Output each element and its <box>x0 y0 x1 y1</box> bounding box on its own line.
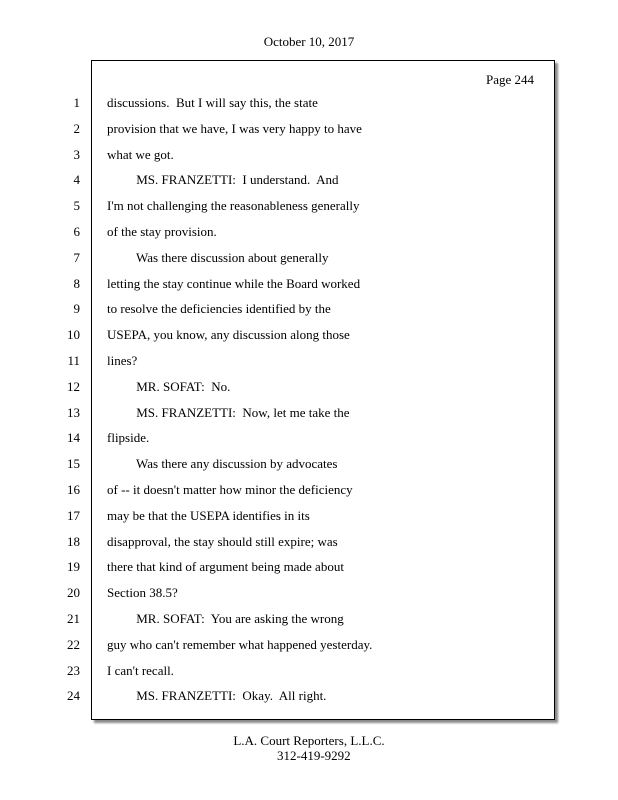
line-text: MS. FRANZETTI: Okay. All right. <box>107 688 327 704</box>
transcript-line <box>0 250 618 268</box>
line-number: 17 <box>67 507 80 523</box>
line-text: Section 38.5? <box>107 585 178 601</box>
line-number: 6 <box>73 224 80 239</box>
line-number: 8 <box>73 275 80 291</box>
line-text: guy who can't remember what happened yesterday. <box>107 636 373 652</box>
transcript-line <box>0 224 618 242</box>
line-text: MR. SOFAT: You are asking the wrong <box>107 611 344 626</box>
line-text: I'm not challenging the reasonableness generally <box>107 198 360 214</box>
line-number: 18 <box>67 533 80 549</box>
transcript-line <box>0 430 618 448</box>
transcript-line <box>0 482 618 500</box>
line-number: 10 <box>67 327 80 343</box>
transcript-line <box>0 456 618 474</box>
transcript-line <box>0 121 618 139</box>
line-number: 21 <box>67 611 80 626</box>
transcript-line <box>0 534 618 552</box>
transcript-line <box>0 353 618 371</box>
transcript-line <box>0 301 618 319</box>
line-text: discussions. But I will say this, the state <box>107 95 318 110</box>
line-text: there that kind of argument being made about <box>107 559 344 575</box>
line-text: of -- it doesn't matter how minor the deficiency <box>107 482 353 497</box>
line-text: Was there discussion about generally <box>107 249 329 265</box>
transcript-line <box>0 147 618 165</box>
line-number: 12 <box>67 378 80 394</box>
line-text: MS. FRANZETTI: Now, let me take the <box>107 404 350 420</box>
line-number: 4 <box>73 172 80 188</box>
line-number: 23 <box>67 662 80 678</box>
transcript-line <box>0 95 618 113</box>
line-text: lines? <box>107 353 138 368</box>
line-text: MR. SOFAT: No. <box>107 378 231 394</box>
line-number: 2 <box>73 120 80 136</box>
footer-company: L.A. Court Reporters, L.L.C. <box>233 733 385 748</box>
line-number: 11 <box>67 353 80 368</box>
line-number: 22 <box>67 636 80 652</box>
line-text: flipside. <box>107 430 150 446</box>
transcript-line <box>0 172 618 190</box>
transcript-line <box>0 611 618 629</box>
transcript-line <box>0 405 618 423</box>
line-number: 5 <box>73 198 80 214</box>
document-date: October 10, 2017 <box>263 34 355 49</box>
transcript-line <box>0 559 618 577</box>
line-number: 15 <box>67 456 80 472</box>
line-text: to resolve the deficiencies identified by the <box>107 301 331 317</box>
line-number: 24 <box>67 688 80 704</box>
line-text: Was there any discussion by advocates <box>107 456 338 472</box>
line-number: 3 <box>73 146 80 162</box>
line-number: 14 <box>67 430 80 446</box>
transcript-line <box>0 585 618 603</box>
line-number: 1 <box>73 95 80 110</box>
transcript-line <box>0 663 618 681</box>
line-text: MS. FRANZETTI: I understand. And <box>107 172 339 188</box>
line-number: 20 <box>67 585 80 601</box>
transcript-line <box>0 508 618 526</box>
line-number: 19 <box>67 559 80 575</box>
transcript-line <box>0 688 618 706</box>
line-text: letting the stay continue while the Board worked <box>107 275 361 291</box>
line-number: 16 <box>67 482 80 497</box>
transcript-line <box>0 379 618 397</box>
page-number: Page 244 <box>485 72 534 87</box>
line-text: what we got. <box>107 146 174 162</box>
transcript-line <box>0 276 618 294</box>
footer-phone: 312-419-9292 <box>277 748 351 763</box>
line-text: of the stay provision. <box>107 224 217 239</box>
line-text: provision that we have, I was very happy to have <box>107 120 362 136</box>
line-text: may be that the USEPA identifies in its <box>107 507 310 523</box>
line-text: disapproval, the stay should still expire; was <box>107 533 338 549</box>
transcript-line <box>0 198 618 216</box>
transcript-line <box>0 637 618 655</box>
line-number: 9 <box>73 301 80 317</box>
transcript-line <box>0 327 618 345</box>
line-number: 13 <box>67 404 80 420</box>
line-number: 7 <box>73 249 80 265</box>
line-text: USEPA, you know, any discussion along those <box>107 327 350 343</box>
line-text: I can't recall. <box>107 662 174 678</box>
